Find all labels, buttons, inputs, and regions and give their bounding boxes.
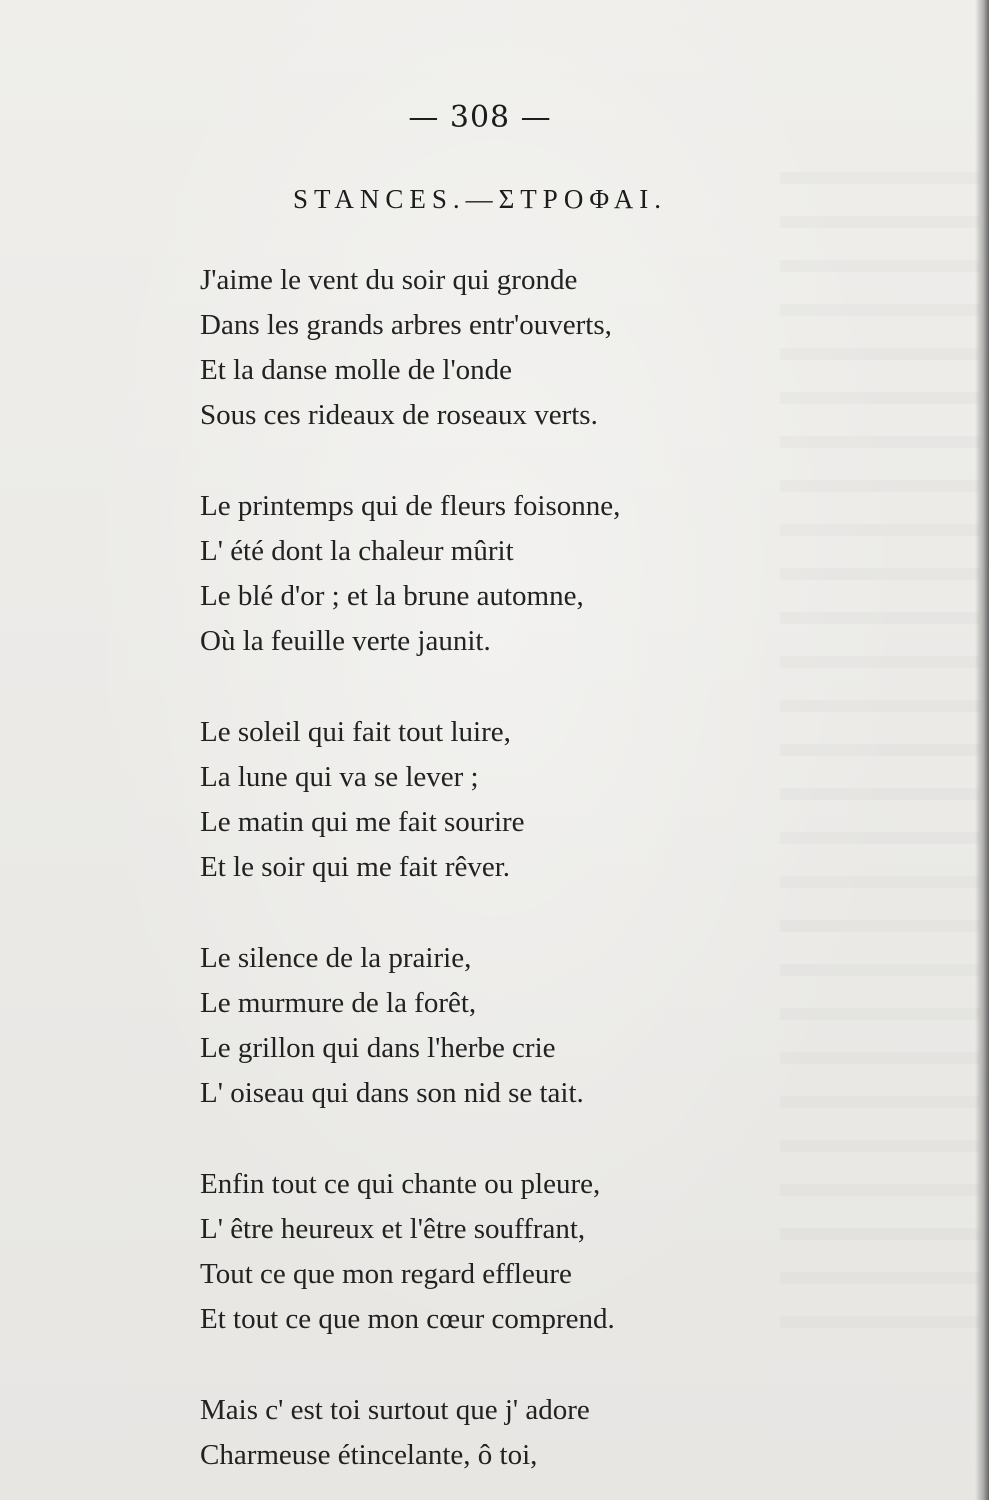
stanza-1: [200, 258, 760, 438]
verse-line: Le matin qui me fait sourire: [200, 806, 525, 838]
verse-line: Dans les grands arbres entr'ouverts,: [200, 309, 612, 341]
verse-line: La lune qui va se lever ;: [200, 761, 479, 793]
verse-line: Mais c' est toi surtout que j' adore: [200, 1394, 590, 1426]
poem-body: [200, 258, 760, 1500]
verse-line: Le soleil qui fait tout luire,: [200, 716, 511, 748]
verse-line: J'aime le vent du soir qui gronde: [200, 264, 578, 296]
verse-line: Charmeuse étincelante, ô toi,: [200, 1439, 538, 1471]
stanza-5: [200, 1162, 760, 1342]
verse-line: L' être heureux et l'être souffrant,: [200, 1213, 586, 1245]
verse-line: Et tout ce que mon cœur comprend.: [200, 1303, 615, 1335]
verse-line: Le blé d'or ; et la brune automne,: [200, 580, 584, 612]
verse-line: Où la feuille verte jaunit.: [200, 625, 491, 657]
verse-line: Enfin tout ce qui chante ou pleure,: [200, 1168, 601, 1200]
stanza-2: [200, 484, 760, 664]
verse-line: Et le soir qui me fait rêver.: [200, 851, 511, 883]
verse-line: L' été dont la chaleur mûrit: [200, 535, 514, 567]
verse-line: Le silence de la prairie,: [200, 942, 472, 974]
show-through-text: [780, 140, 980, 1340]
page-edge-shadow: [975, 0, 989, 1500]
poem-title: STANCES.—ΣΤΡΟΦΑΙ.: [292, 184, 668, 214]
verse-line: L' oiseau qui dans son nid se tait.: [200, 1077, 584, 1109]
verse-line: Sous ces rideaux de roseaux verts.: [200, 399, 598, 431]
stanza-6: [200, 1388, 760, 1478]
verse-line: Le grillon qui dans l'herbe crie: [200, 1032, 556, 1064]
verse-line: Tout ce que mon regard effleure: [200, 1258, 572, 1290]
stanza-4: [200, 936, 760, 1116]
verse-line: Le murmure de la forêt,: [200, 987, 477, 1019]
verse-line: Et la danse molle de l'onde: [200, 354, 513, 386]
page-number: — 308 —: [408, 100, 552, 135]
verse-line: Le printemps qui de fleurs foisonne,: [200, 490, 621, 522]
stanza-3: [200, 710, 760, 890]
